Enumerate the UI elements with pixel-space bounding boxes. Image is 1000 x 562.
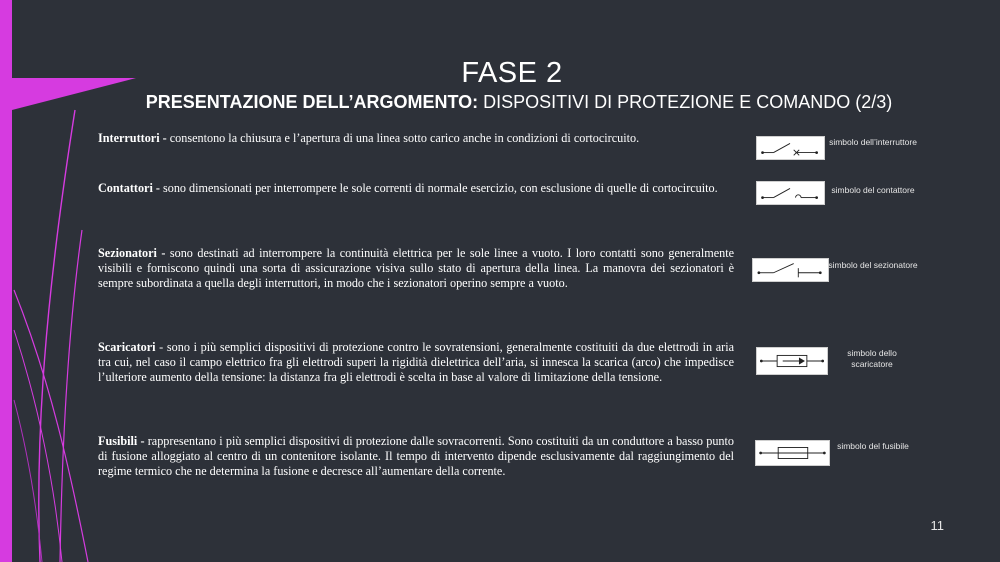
term-label: Contattori - xyxy=(98,181,160,195)
contactor-symbol-icon xyxy=(756,181,825,205)
fuse-symbol-icon xyxy=(755,440,830,466)
slide-title: FASE 2 xyxy=(461,57,563,89)
decorative-curve xyxy=(39,110,75,562)
term-description: rappresentano i più semplici dispositivi di protezione dalle sovracorrenti. Sono costituiti da un conduttore a basso punto di fusione alloggiato al centro di un contenitore isolante. Il tempo di intervento dipende esclusivamente dal raggiungimento del regime termico che ne determina la fusione e decresce all’aumentare della corrente. xyxy=(98,434,734,478)
surge-arrester-symbol-icon xyxy=(756,347,828,375)
decorative-curve xyxy=(14,400,42,562)
term-label: Fusibili - xyxy=(98,434,145,448)
paragraph-fusibili xyxy=(98,434,734,479)
paragraph-interruttori xyxy=(98,131,734,146)
term-description: sono destinati ad interrompere la continuità elettrica per le sole linee a vuoto. I loro contatti sono generalmente visibili e forniscono quindi una sorta di assicurazione visiva sullo stato di apertura della linea. La manovra dei sezionatori è sempre subordinata a quella degli interruttori, in modo che i sezionatori operino sempre a vuoto. xyxy=(98,246,734,290)
subtitle-rest: DISPOSITIVI DI PROTEZIONE E COMANDO (2/3) xyxy=(483,92,893,112)
decorative-curve xyxy=(60,230,82,562)
circuit-breaker-symbol-icon xyxy=(756,136,825,160)
symbol-caption: simbolo del fusibile xyxy=(837,441,909,451)
term-label: Interruttori - xyxy=(98,131,167,145)
symbol-caption: simbolo del sezionatore xyxy=(828,260,918,270)
symbol-caption: simbolo del contattore xyxy=(831,185,915,195)
disconnector-symbol-icon xyxy=(752,258,829,282)
symbol-caption: simbolo dell’interruttore xyxy=(829,137,917,147)
term-label: Scaricatori xyxy=(98,340,156,354)
symbol-caption: simbolo dello scaricatore xyxy=(847,348,897,369)
term-description: consentono la chiusura e l’apertura di una linea sotto carico anche in condizioni di cortocircuito. xyxy=(166,131,640,145)
term-description: sono dimensionati per interrompere le sole correnti di normale esercizio, con esclusione di quelle di cortocircuito. xyxy=(159,181,718,195)
subtitle-bold: PRESENTAZIONE DELL’ARGOMENTO: xyxy=(145,92,479,112)
term-description: - sono i più semplici dispositivi di protezione contro le sovratensioni, generalmente costituiti da due elettrodi in aria tra cui, nel caso il campo elettrico fra gli elettrodi superi la rigidità dielettrica dell’aria, si innesca la scarica (arco) che impedisce l’ulteriore aumento della tensione: la distanza fra gli elettrodi è scelta in base al valore di limitazione della tensione. xyxy=(98,340,734,384)
page-number: 11 xyxy=(930,518,944,533)
paragraph-sezionatori xyxy=(98,246,734,291)
paragraph-scaricatori xyxy=(98,340,734,385)
term-label: Sezionatori - xyxy=(98,246,166,260)
decorative-curve xyxy=(14,290,88,562)
paragraph-contattori xyxy=(98,181,734,196)
slide-subtitle xyxy=(100,91,938,113)
